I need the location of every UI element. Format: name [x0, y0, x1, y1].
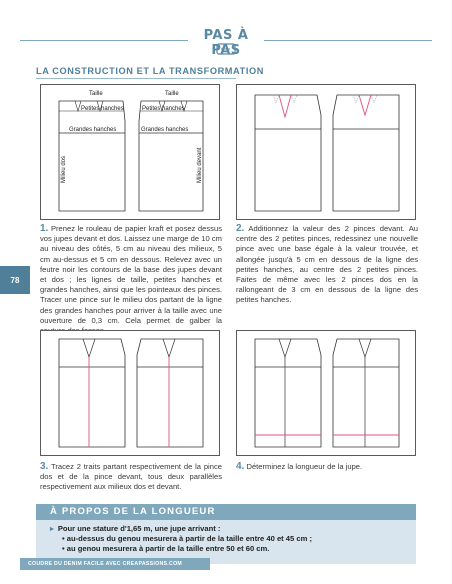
figure-step-1 — [40, 84, 220, 220]
page-title: PAS À PAS — [203, 28, 249, 58]
triangle-bullet-icon: ▸ — [50, 524, 54, 533]
label-taille-left: Taille — [89, 91, 103, 97]
step-1-number: 1. — [40, 223, 49, 234]
step-2-text — [236, 224, 418, 306]
page-number: 78 — [0, 266, 30, 294]
header-rule-right — [264, 40, 432, 41]
label-milieu-devant: Milieu devant — [197, 147, 203, 183]
step-1-text — [40, 224, 222, 336]
step-4-body: Déterminez la longueur de la jupe. — [246, 462, 363, 471]
label-milieu-dos: Milieu dos — [61, 155, 67, 183]
figure-step-2 — [236, 84, 416, 220]
figure-step-4 — [236, 330, 416, 456]
step-2-body: Additionnez la valeur des 2 pinces devant. Au centre des 2 petites pinces, redessinez une nouvelle pince avec une base égale à la valeur trouvée, et allongée jusqu'à 5 cm en dessous de la ligne des petites hanches, au centre des 2 petites pinces. Faites de même avec les 2 pinces dos en la rallongeant de 3 cm en dessous de la ligne des petites hanches. — [236, 224, 418, 305]
length-info-lead: Pour une stature d'1,65 m, une jupe arrivant : — [57, 524, 221, 533]
label-petites-hanches-left: Petites hanches — [81, 106, 124, 112]
step-3-number: 3. — [40, 461, 49, 472]
header-rule-left — [20, 40, 188, 41]
step-4-text — [236, 462, 418, 472]
step-1-body: Prenez le rouleau de papier kraft et posez dessus vos jupes devant et dos. Laissez une marge de 10 cm au niveau des côtés, 5 cm au niveau des milieux, 5 cm au-dessus et 5 cm en dessous. Relevez avec un feutre noir les contours de la base des jupes devant et dos ; les lignes de taille, petites hanches et grandes hanches, ainsi que les pointeaux des pinces. Tracer une pince sur le milieu dos partant de la ligne des grandes hanches pour arriver à la taille avec une ouverture de 0,3 cm. Cela permet de galber la — [40, 224, 222, 325]
step-4-number: 4. — [236, 461, 245, 472]
label-petites-hanches-right: Petites hanches — [142, 106, 185, 112]
length-info-item: • au genou mesurera à partir de la taille entre 50 et 60 cm. — [62, 544, 410, 554]
step-3-body: Tracez 2 traits partant respectivement de la pince dos et de la pince devant, tous deux parallèles respectivement aux milieux dos et devant. — [40, 462, 222, 492]
step-2-number: 2. — [236, 223, 245, 234]
label-grandes-hanches-right: Grandes hanches — [141, 127, 189, 133]
section-underline — [36, 78, 236, 79]
label-grandes-hanches-left: Grandes hanches — [69, 127, 117, 133]
sewing-icon — [216, 42, 236, 56]
figure-step-3 — [40, 330, 220, 456]
length-info-title: À PROPOS DE LA LONGUEUR — [36, 504, 416, 520]
footer-credit: COUDRE DU DENIM FACILE AVEC CREAPASSIONS.COM — [20, 558, 210, 570]
length-info-item: • au-dessus du genou mesurera à partir de la taille entre 40 et 45 cm ; — [62, 534, 410, 544]
section-title: LA CONSTRUCTION ET LA TRANSFORMATION — [36, 66, 264, 76]
length-info-body — [50, 524, 410, 554]
label-taille-right: Taille — [165, 91, 179, 97]
step-3-text — [40, 462, 222, 493]
